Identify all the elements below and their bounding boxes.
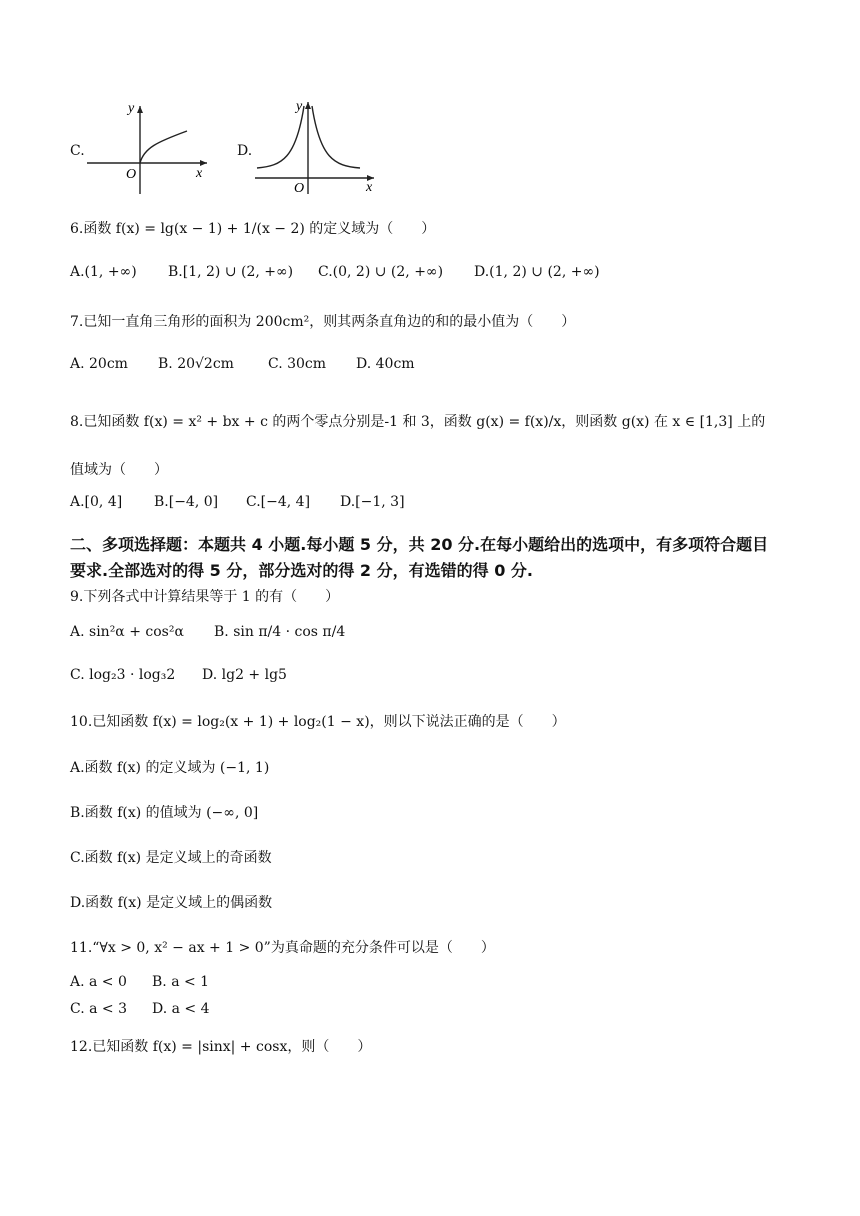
q10-option-d: D.函数 f(x) 是定义域上的偶函数 [70, 895, 273, 911]
q9-option-a: A. sin²α + cos²α [70, 624, 184, 640]
q11-option-c: C. a < 3 [70, 1001, 127, 1017]
q9-option-b: B. sin π/4 · cos π/4 [214, 624, 346, 640]
q6-option-b: B.[1, 2) ∪ (2, +∞) [168, 264, 294, 280]
q10-option-a: A.函数 f(x) 的定义域为 (−1, 1) [70, 760, 270, 776]
q9-option-d: D. lg2 + lg5 [202, 667, 287, 683]
q6-option-a: A.(1, +∞) [70, 264, 137, 280]
q8-stem-cont: 值域为（ ） [70, 462, 168, 478]
axis-y-label-d: y [296, 99, 303, 114]
section2-heading-line2: 要求.全部选对的得 5 分，部分选对的得 2 分，有选错的得 0 分. [70, 561, 533, 580]
q11-option-d: D. a < 4 [152, 1001, 210, 1017]
option-d-label: D. [237, 143, 253, 159]
q11-option-a: A. a < 0 [70, 974, 127, 990]
q11-option-b: B. a < 1 [152, 974, 210, 990]
q6-stem: 6.函数 f(x) = lg(x − 1) + 1/(x − 2) 的定义域为（ ） [70, 221, 436, 237]
origin-label-d: O [294, 181, 305, 196]
q12-stem: 12.已知函数 f(x) = |sinx| + cosx，则（ ） [70, 1039, 372, 1055]
section2-heading-line1: 二、多项选择题：本题共 4 小题.每小题 5 分，共 20 分.在每小题给出的选项中，有多项符合题目 [70, 535, 769, 554]
q9-option-c: C. log₂3 · log₃2 [70, 667, 176, 683]
q7-stem: 7.已知一直角三角形的面积为 200cm²，则其两条直角边的和的最小值为（ ） [70, 314, 576, 330]
axis-y-label-c: y [128, 101, 135, 116]
q10-option-b: B.函数 f(x) 的值域为 (−∞, 0] [70, 805, 259, 821]
q7-option-b: B. 20√2cm [158, 356, 234, 372]
graph-d [252, 98, 382, 198]
q9-stem: 9.下列各式中计算结果等于 1 的有（ ） [70, 589, 340, 605]
q8-option-b: B.[−4, 0] [154, 494, 219, 510]
q6-option-c: C.(0, 2) ∪ (2, +∞) [318, 264, 444, 280]
graph-c [82, 98, 212, 198]
origin-label-c: O [126, 167, 137, 182]
q10-option-c: C.函数 f(x) 是定义域上的奇函数 [70, 850, 272, 866]
q7-option-a: A. 20cm [70, 356, 128, 372]
q7-option-c: C. 30cm [268, 356, 327, 372]
q11-stem: 11.“∀x > 0, x² − ax + 1 > 0”为真命题的充分条件可以是（ ） [70, 940, 495, 956]
q6-option-d: D.(1, 2) ∪ (2, +∞) [474, 264, 600, 280]
q10-stem: 10.已知函数 f(x) = log₂(x + 1) + log₂(1 − x)，则以下说法正确的是（ ） [70, 714, 566, 730]
q7-option-d: D. 40cm [356, 356, 415, 372]
axis-x-label-d: x [366, 180, 373, 195]
q8-option-c: C.[−4, 4] [246, 494, 311, 510]
q8-option-a: A.[0, 4] [70, 494, 123, 510]
axis-x-label-c: x [196, 166, 203, 181]
q8-stem: 8.已知函数 f(x) = x² + bx + c 的两个零点分别是-1 和 3，函数 g(x) = f(x)/x，则函数 g(x) 在 x ∈ [1,3] 上的 [70, 414, 766, 430]
option-c-label: C. [70, 143, 85, 159]
q8-option-d: D.[−1, 3] [340, 494, 405, 510]
